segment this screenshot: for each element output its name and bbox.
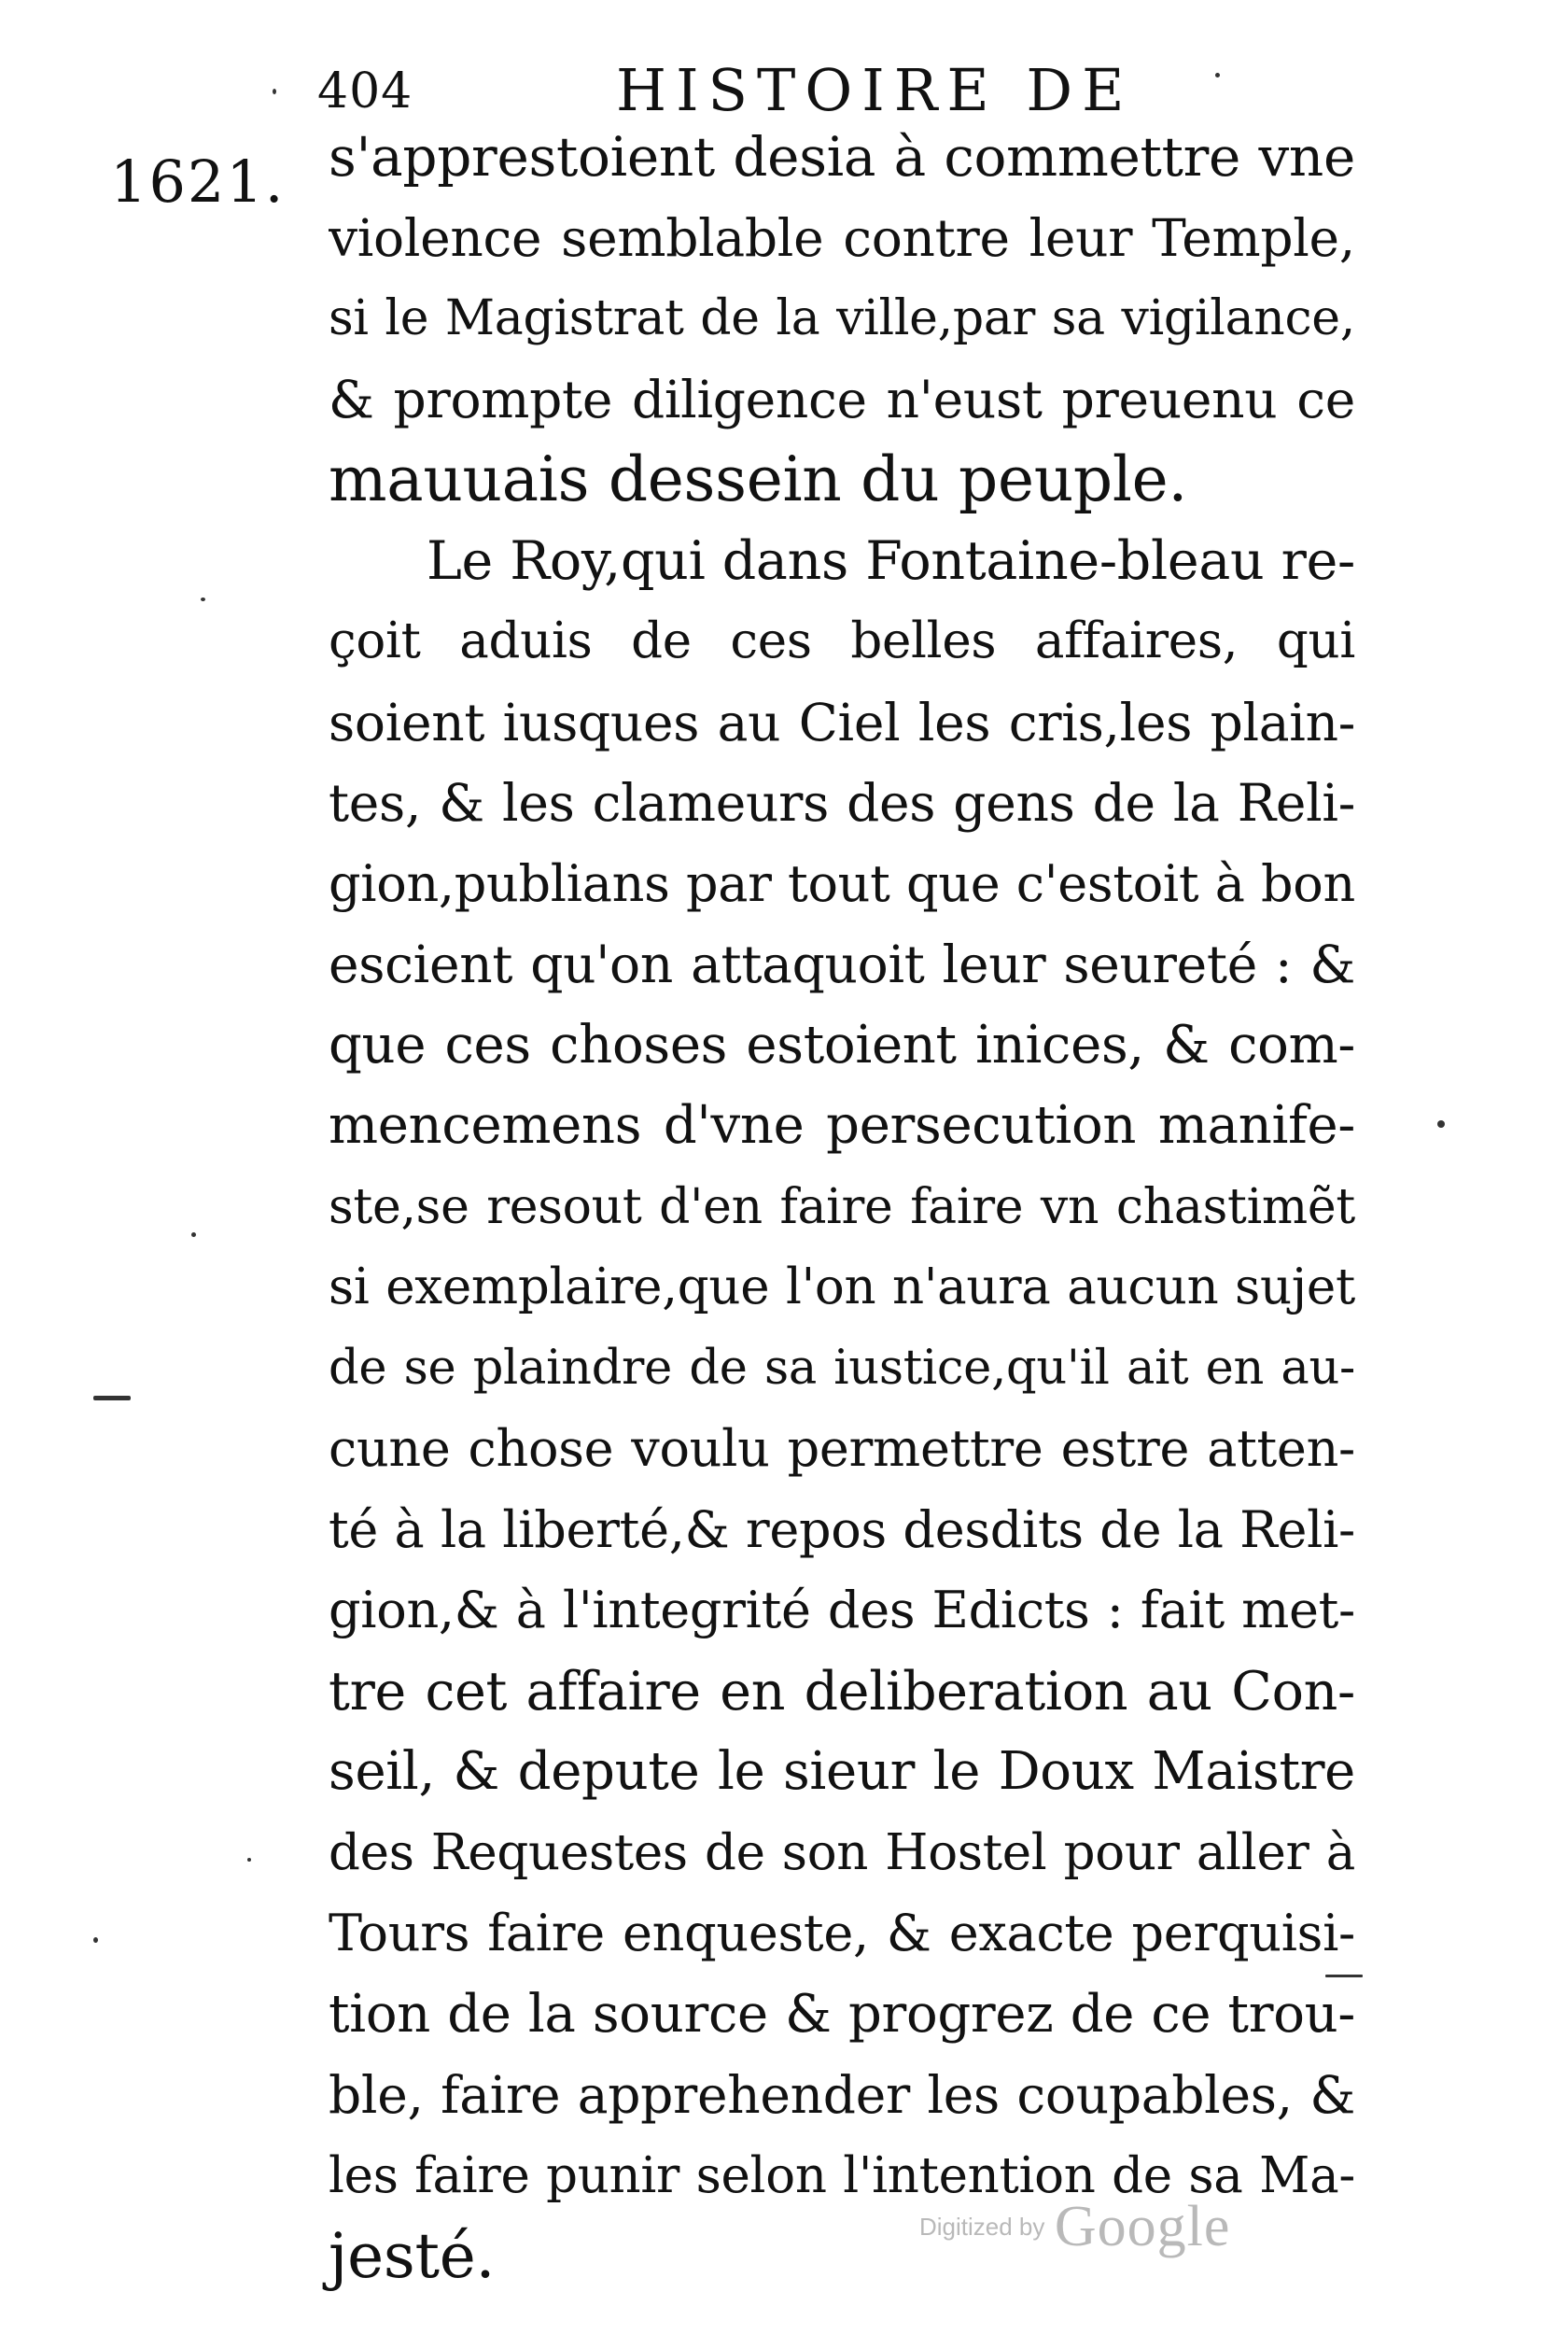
speck: [1437, 1120, 1445, 1128]
text-line: jesté.: [329, 2220, 496, 2292]
text-line: & prompte diligence n'eust preuenu ce: [329, 369, 1355, 429]
speck: [93, 1937, 98, 1943]
text-line: té à la liberté,& repos desdits de la Reli-: [329, 1499, 1355, 1559]
text-line: soient iusques au Ciel les cris,les plain-: [329, 692, 1355, 752]
text-line: des Requestes de son Hostel pour aller à: [329, 1823, 1355, 1881]
text-line: s'apprestoient desia à commettre vne: [329, 125, 1355, 189]
text-line: tre cet affaire en deliberation au Con-: [329, 1660, 1355, 1722]
text-line: violence semblable contre leur Temple,: [329, 207, 1355, 268]
text-line: ste,se resout d'en faire faire vn chastimẽt: [329, 1178, 1355, 1235]
speck: [1325, 1975, 1363, 1977]
text-line: çoit aduis de ces belles affaires, qui: [329, 612, 1355, 669]
text-line: que ces choses estoient inices, & com-: [329, 1014, 1355, 1076]
text-line: tes, & les clameurs des gens de la Reli-: [329, 773, 1355, 833]
text-line: tion de la source & progrez de ce trou-: [329, 1983, 1355, 2045]
speck: [1215, 73, 1220, 77]
text-line: mauuais dessein du peuple.: [329, 443, 1188, 515]
text-line: cune chose voulu permettre estre atten-: [329, 1419, 1355, 1478]
text-line: de se plaindre de sa iustice,qu'il ait en au-: [329, 1340, 1355, 1396]
text-line: si exemplaire,que l'on n'aura aucun sujet: [329, 1258, 1355, 1315]
text-line: ble, faire apprehender les coupables, &: [329, 2065, 1355, 2125]
text-line: gion,& à l'integrité des Edicts : fait met-: [329, 1581, 1355, 1639]
text-line: gion,publians par tout que c'estoit à bon: [329, 853, 1355, 913]
body-text: [329, 117, 1355, 2298]
text-line: les faire punir selon l'intention de sa Ma-: [329, 2146, 1355, 2204]
speck: [93, 1396, 131, 1400]
text-line: seil, & depute le sieur le Doux Maistre: [329, 1741, 1355, 1802]
text-line: escient qu'on attaquoit leur seureté : &: [329, 935, 1355, 994]
digitized-watermark: [919, 2194, 1230, 2260]
page-number: 404: [317, 63, 413, 120]
text-line: si le Magistrat de la ville,par sa vigilance,: [329, 290, 1355, 346]
speck: [191, 1232, 196, 1237]
text-line: Le Roy,qui dans Fontaine-bleau re-: [427, 529, 1355, 592]
speck: [201, 598, 205, 601]
watermark-prefix: Digitized by: [919, 2213, 1045, 2241]
margin-year: 1621.: [110, 148, 286, 216]
speck: [247, 1858, 251, 1862]
text-line: Tours faire enqueste, & exacte perquisi-: [329, 1904, 1355, 1962]
running-head: HISTOIRE DE: [616, 56, 1134, 124]
speck: [273, 89, 276, 94]
text-line: mencemens d'vne persecution manife-: [329, 1095, 1355, 1156]
google-logo: Google: [1054, 2195, 1231, 2258]
